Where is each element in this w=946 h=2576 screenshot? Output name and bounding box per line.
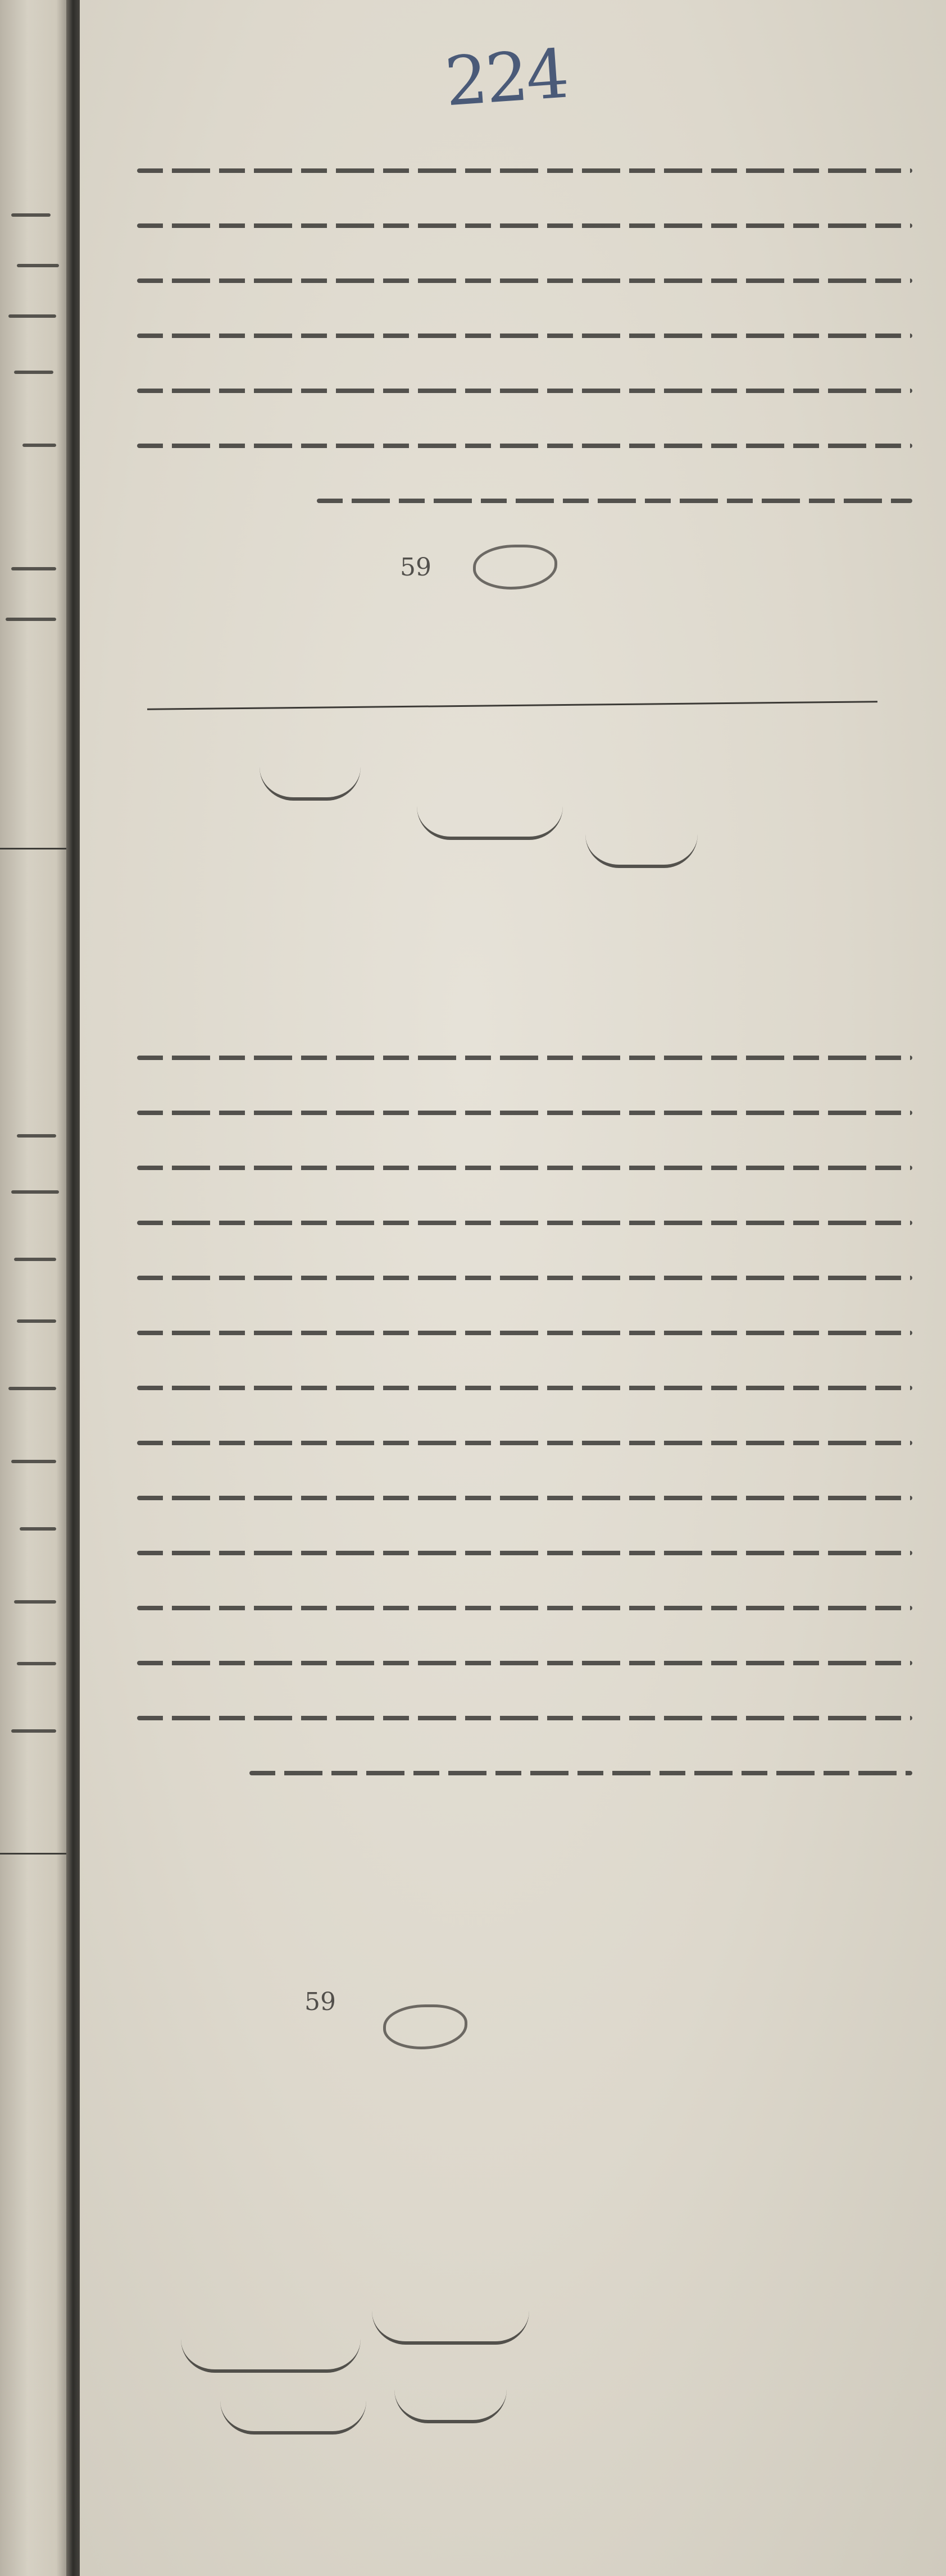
manuscript-line (137, 1606, 912, 1610)
left-page-divider (0, 1853, 66, 1855)
left-page-divider (0, 848, 66, 849)
left-page-script-mark (14, 1258, 56, 1261)
witness-signature (394, 2386, 507, 2423)
manuscript-line (137, 1166, 912, 1170)
witness-signature (260, 764, 361, 801)
manuscript-line (317, 499, 912, 503)
qadi-seal-mark (383, 2004, 467, 2049)
manuscript-line (137, 1111, 912, 1115)
manuscript-line (137, 1441, 912, 1445)
manuscript-line (137, 1221, 912, 1225)
qadi-seal-mark (473, 545, 557, 590)
witness-signature (181, 2330, 361, 2373)
left-page-script-mark (8, 314, 56, 318)
witness-signature (417, 797, 563, 840)
manuscript-line (137, 1496, 912, 1500)
witness-signature (372, 2308, 529, 2345)
manuscript-line (137, 1386, 912, 1390)
ledger-page (80, 0, 946, 2576)
left-page-script-mark (11, 213, 51, 217)
manuscript-line (137, 1661, 912, 1665)
left-page-script-mark (17, 1662, 56, 1665)
manuscript-line (137, 278, 912, 283)
manuscript-line (137, 168, 912, 173)
manuscript-line (137, 334, 912, 338)
left-page-script-mark (11, 1190, 59, 1194)
manuscript-line (137, 223, 912, 228)
record-entry-1 (137, 168, 912, 554)
entry-2-date-mark: 59 (304, 1988, 336, 2016)
left-page-script-mark (17, 1319, 56, 1323)
manuscript-line (137, 1551, 912, 1555)
left-page-script-mark (11, 1729, 56, 1733)
left-page-script-mark (14, 371, 53, 374)
left-page-script-mark (17, 264, 59, 267)
left-page-script-mark (20, 1527, 56, 1531)
folio-number: 224 (442, 35, 570, 122)
manuscript-line (249, 1771, 912, 1775)
left-page-script-mark (11, 567, 56, 570)
witness-signature (585, 820, 698, 868)
left-page-script-mark (22, 444, 56, 447)
left-page-script-mark (17, 1134, 56, 1138)
left-page-script-mark (11, 1460, 56, 1463)
entry-separator (147, 701, 877, 710)
manuscript-line (137, 444, 912, 448)
entry-1-date-mark: 59 (400, 553, 431, 582)
manuscript-line (137, 1331, 912, 1335)
witness-signature (220, 2392, 366, 2435)
record-entry-2 (126, 1056, 912, 1826)
manuscript-line (137, 1276, 912, 1280)
left-page-script-mark (6, 618, 56, 621)
left-page-fragment (0, 0, 70, 2576)
manuscript-line (137, 389, 912, 393)
left-page-script-mark (8, 1387, 56, 1390)
manuscript-line (137, 1716, 912, 1720)
manuscript-line (137, 1056, 912, 1060)
left-page-script-mark (14, 1600, 56, 1604)
